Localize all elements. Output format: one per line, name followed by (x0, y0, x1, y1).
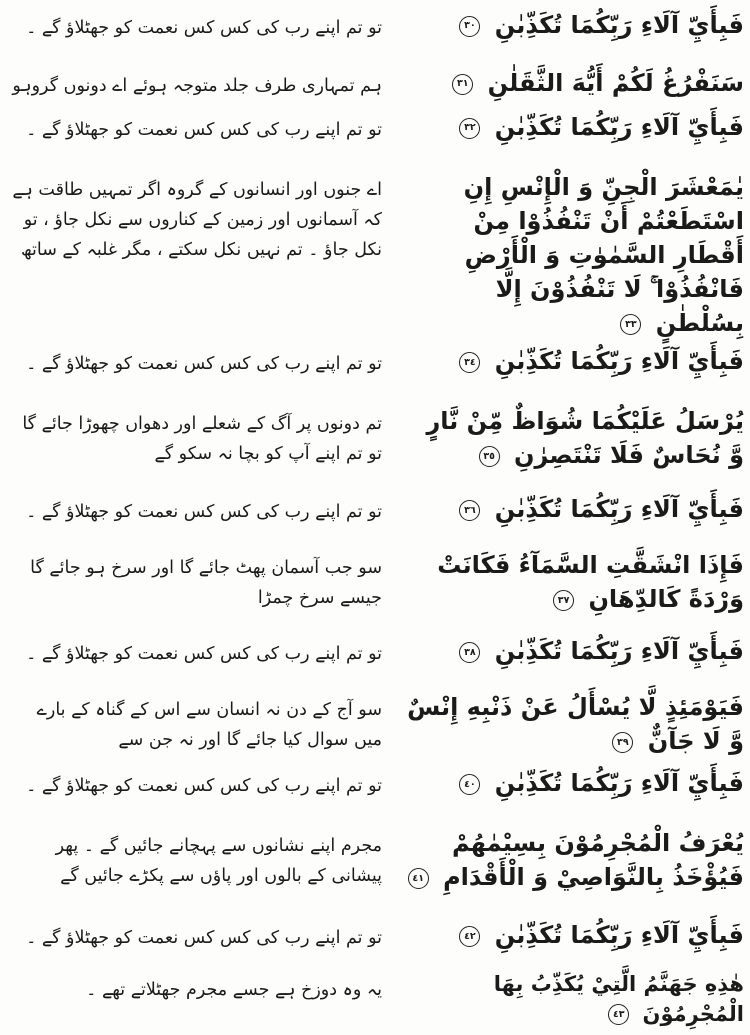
verse-number: ٣٠ (464, 20, 476, 32)
arabic-verse-text: هٰذِهِ جَهَنَّمُ الَّتِيْ يُكَذِّبُ بِهَا الْمُجْرِمُوْنَ (493, 972, 744, 1026)
verse-number: ٣٣ (625, 318, 637, 330)
arabic-verse-39 (398, 686, 746, 762)
verse-row-30 (4, 4, 746, 62)
verse-number-badge (459, 118, 480, 139)
urdu-translation-40: تو تم اپنے رب کی کس کس نعمت کو جھٹلاؤ گے ۔ (26, 776, 382, 797)
arabic-verse-31 (398, 62, 746, 106)
verse-number-badge (608, 1004, 629, 1025)
verse-row-33 (4, 166, 746, 340)
urdu-translation-42: تو تم اپنے رب کی کس کس نعمت کو جھٹلاؤ گے ۔ (26, 928, 382, 949)
arabic-verse-33 (398, 166, 746, 340)
urdu-translation-35: تم دونوں پر آگ کے شعلے اور دھواں چھوڑا جائے گا تو تم اپنے آپ کو بچا نہ سکو گے (22, 414, 382, 465)
arabic-verse-30 (398, 4, 746, 62)
verse-number: ٤٢ (464, 930, 476, 942)
urdu-translation-33: اے جنوں اور انسانوں کے گروہ اگر تمہیں طاقت ہے کہ آسمانوں اور زمین کے کناروں سے نکل جاؤ ، تو نکل جاؤ ۔ تم نہیں نکل سکتے ، مگر غلبہ کے ساتھ (12, 180, 382, 261)
arabic-verse-40 (398, 762, 746, 822)
verse-number-badge (459, 926, 480, 947)
arabic-verse-43 (398, 966, 746, 1029)
arabic-verse-32 (398, 106, 746, 166)
verse-row-36 (4, 488, 746, 544)
verse-number-badge (479, 446, 500, 467)
verse-number-badge (459, 642, 480, 663)
urdu-translation-37: سو جب آسمان پھٹ جائے گا اور سرخ ہو جائے گا جیسے سرخ چمڑا (30, 558, 382, 609)
verse-row-37 (4, 544, 746, 630)
urdu-translation-39: سو آج کے دن نہ انسان سے اس کے گناہ کے بارے میں سوال کیا جائے گا اور نہ جن سے (36, 700, 382, 751)
verse-number-badge (553, 590, 574, 611)
urdu-translation-36: تو تم اپنے رب کی کس کس نعمت کو جھٹلاؤ گے ۔ (26, 502, 382, 523)
verse-number-badge (459, 774, 480, 795)
urdu-translation-32: تو تم اپنے رب کی کس کس نعمت کو جھٹلاؤ گے ۔ (26, 120, 382, 140)
verse-number: ٣١ (456, 78, 469, 90)
arabic-verse-text: يُعْرَفُ الْمُجْرِمُوْنَ بِسِيْمٰهُمْ فَيُؤْخَذُ بِالنَّوَاصِيْ وَ الْأَقْدَامِ (443, 829, 744, 892)
verse-number-badge (459, 500, 480, 521)
urdu-translation-43: یہ وہ دوزخ ہے جسے مجرم جھٹلاتے تھے ۔ (86, 980, 382, 1001)
arabic-verse-text: فَبِأَيِّ آلَاءِ رَبِّكُمَا تُكَذِّبٰنِ (494, 347, 744, 376)
urdu-translation-30: تو تم اپنے رب کی کس کس نعمت کو جھٹلاؤ گے ۔ (26, 18, 382, 38)
arabic-verse-35 (398, 400, 746, 488)
verse-row-32 (4, 106, 746, 166)
arabic-verse-37 (398, 544, 746, 630)
urdu-translation-34: تو تم اپنے رب کی کس کس نعمت کو جھٹلاؤ گے ۔ (26, 354, 382, 375)
verse-row-35 (4, 400, 746, 488)
arabic-verse-text: فَبِأَيِّ آلَاءِ رَبِّكُمَا تُكَذِّبٰنِ (494, 921, 744, 950)
verse-number: ٣٥ (483, 450, 495, 462)
verse-row-42 (4, 914, 746, 966)
urdu-translation-41: مجرم اپنے نشانوں سے پہچانے جائیں گے ۔ پھر پیشانی کے بالوں اور پاؤں سے پکڑے جائیں گے (55, 836, 382, 887)
verse-number-badge (612, 732, 633, 753)
arabic-verse-text: فَإِذَا انْشَقَّتِ السَّمَآءُ فَكَانَتْ وَرْدَةً كَالدِّهَانِ (437, 551, 744, 614)
arabic-verse-text: سَنَفْرُغُ لَكُمْ أَيُّهَ الثَّقَلٰنِ (487, 69, 744, 97)
verse-row-34 (4, 340, 746, 400)
arabic-verse-text: فَبِأَيِّ آلَاءِ رَبِّكُمَا تُكَذِّبٰنِ (494, 637, 744, 666)
arabic-verse-text: يُرْسَلُ عَلَيْكُمَا شُوَاظٌ مِّنْ نَّارٍ وَّ نُحَاسٌ فَلَا تَنْتَصِرٰنِ (426, 407, 744, 470)
verse-row-41 (4, 822, 746, 914)
verse-number: ٣٩ (617, 736, 629, 748)
verse-number: ٤٣ (612, 1009, 625, 1021)
verse-number: ٤٠ (464, 778, 476, 790)
verse-row-40 (4, 762, 746, 822)
arabic-verse-38 (398, 630, 746, 686)
verse-row-43 (4, 966, 746, 1029)
verse-row-31 (4, 62, 746, 106)
verse-number-badge (452, 74, 473, 95)
verse-number: ٣٢ (464, 122, 476, 134)
verse-number: ٣٧ (557, 594, 570, 606)
verse-number: ٣٨ (464, 646, 476, 658)
verse-number-badge (408, 868, 429, 889)
arabic-verse-42 (398, 914, 746, 966)
arabic-verse-34 (398, 340, 746, 400)
verse-number-badge (620, 314, 641, 335)
verse-number-badge (459, 16, 480, 37)
urdu-translation-38: تو تم اپنے رب کی کس کس نعمت کو جھٹلاؤ گے ۔ (26, 644, 382, 665)
arabic-verse-text: فَبِأَيِّ آلَاءِ رَبِّكُمَا تُكَذِّبٰنِ (494, 495, 744, 524)
verse-number: ٣٦ (464, 504, 476, 516)
verse-number: ٣٤ (464, 356, 476, 368)
verse-row-39 (4, 686, 746, 762)
verse-number-badge (459, 352, 480, 373)
arabic-verse-text: فَبِأَيِّ آلَاءِ رَبِّكُمَا تُكَذِّبٰنِ (494, 769, 744, 798)
arabic-verse-36 (398, 488, 746, 544)
arabic-verse-text: فَبِأَيِّ آلَاءِ رَبِّكُمَا تُكَذِّبٰنِ (494, 11, 744, 39)
verse-number: ٤١ (412, 872, 425, 884)
arabic-verse-text: يٰمَعْشَرَ الْجِنِّ وَ الْإِنْسِ إِنِ اسْتَطَعْتُمْ أَنْ تَنْفُذُوْا مِنْ أَقْطَارِ السَّمٰوٰتِ وَ الْأَرْضِ فَانْفُذُوْا ۚ لَا تَنْفُذُوْنَ إِلَّا بِسُلْطٰنٍ (463, 173, 744, 338)
urdu-translation-31: ہم تمہاری طرف جلد متوجہ ہوئے اے دونوں گروہو (12, 76, 382, 96)
arabic-verse-41 (398, 822, 746, 914)
arabic-verse-text: فَبِأَيِّ آلَاءِ رَبِّكُمَا تُكَذِّبٰنِ (494, 113, 744, 141)
verse-row-38 (4, 630, 746, 686)
arabic-verse-text: فَيَوْمَئِذٍ لَّا يُسْأَلُ عَنْ ذَنْبِهِ إِنْسٌ وَّ لَا جَآنٌّ (407, 693, 744, 756)
